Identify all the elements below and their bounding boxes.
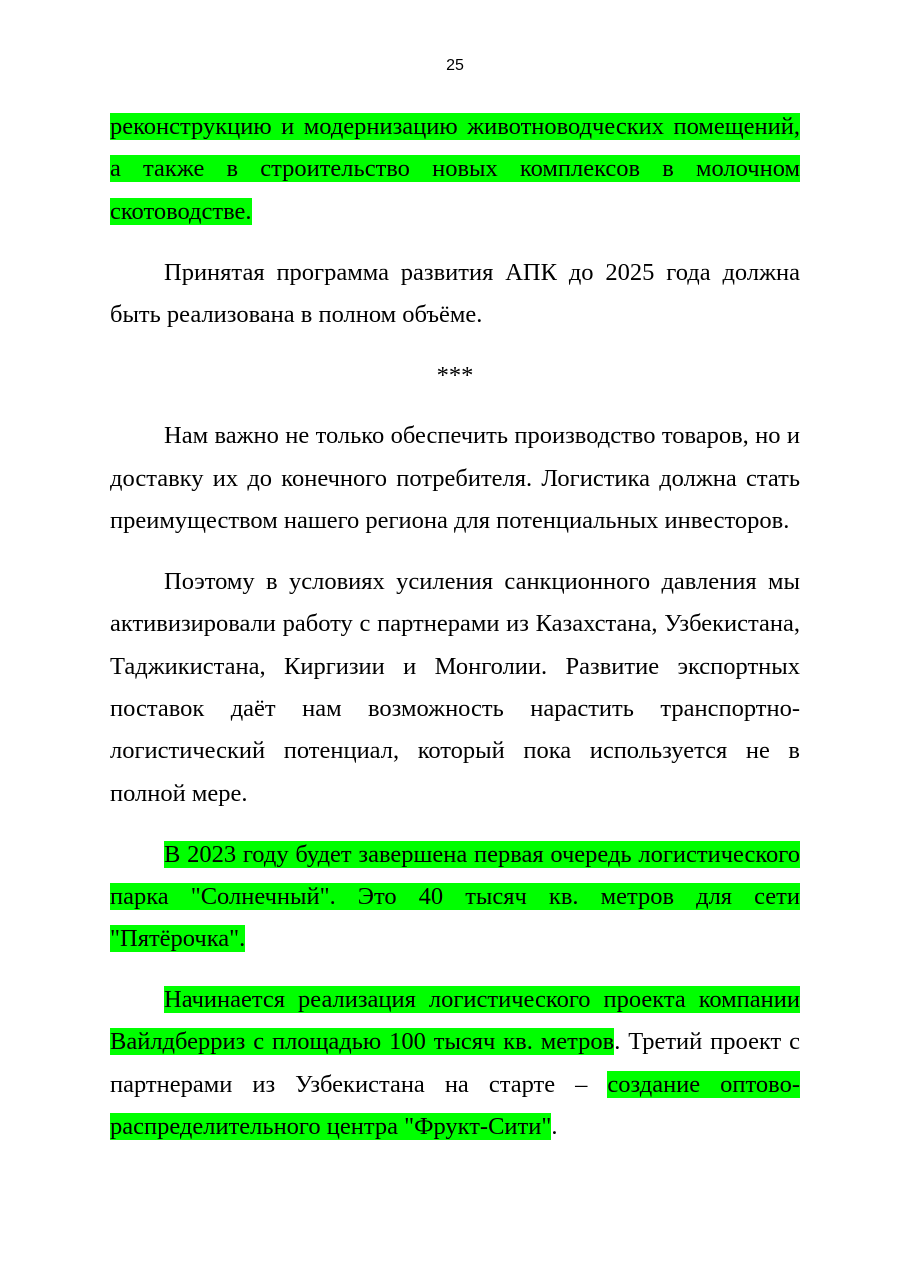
paragraph-logistics — [110, 415, 800, 542]
highlighted-text: Начинается реализация логистического проекта компании Вайлдберриз с площадью 100 тысяч кв. метров — [110, 986, 800, 1056]
section-separator: *** — [436, 361, 474, 389]
paragraph-text: . Третий проект с партнерами из Узбекистана на старте – — [110, 1028, 800, 1098]
paragraph-solnechny-park — [110, 834, 800, 961]
document-body — [110, 106, 800, 1167]
paragraph-wildberries — [110, 979, 800, 1149]
page-number: 25 — [446, 57, 464, 74]
paragraph-livestock — [110, 106, 800, 233]
highlighted-text: реконструкцию и модернизацию животноводческих помещений, а также в строительство новых комплексов в молочном скотоводстве. — [110, 113, 800, 225]
highlighted-text: создание оптово-распределительного центра "Фрукт-Сити" — [110, 1070, 800, 1141]
paragraph-text: Нам важно не только обеспечить производство товаров, но и доставку их до конечного потребителя. Логистика должна стать преимуществом нашего региона для потенциальных инвесторов. — [110, 422, 800, 535]
highlighted-text: В 2023 году будет завершена первая очередь логистического парка "Солнечный". Это 40 тысяч кв. метров для сети "Пятёрочка". — [110, 840, 800, 953]
paragraph-partners — [110, 561, 800, 815]
paragraph-text: . — [551, 1113, 558, 1141]
paragraph-text: Принятая программа развития АПК до 2025 года должна быть реализована в полном объёме. — [110, 258, 800, 328]
paragraph-text: Поэтому в условиях усиления санкционного давления мы активизировали работу с партнерами из Казахстана, Узбекистана, Таджикистана, Киргизии и Монголии. Развитие экспортных поставок даёт нам возможность нарастить транспортно-логистический потенциал, который пока используется не в полной мере. — [110, 567, 800, 807]
paragraph-apk-program — [110, 252, 800, 337]
